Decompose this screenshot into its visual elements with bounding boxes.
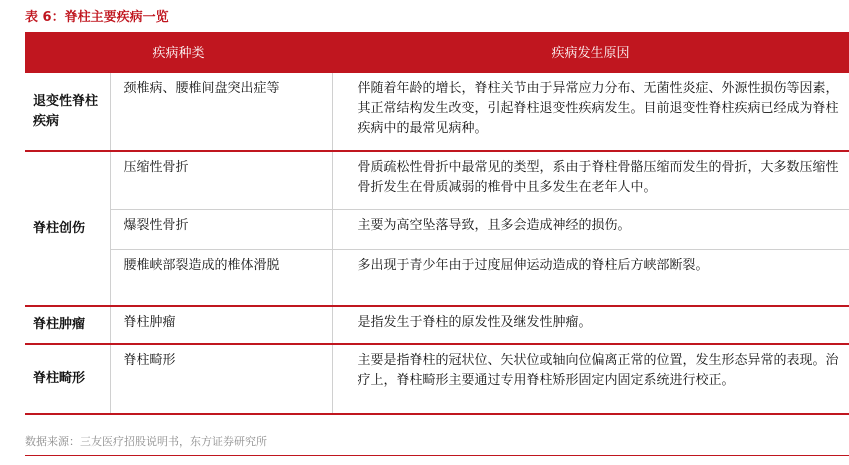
- type-cell: 压缩性骨折: [110, 151, 332, 209]
- header-disease-type: 疾病种类: [25, 32, 332, 72]
- type-cell: 脊柱畸形: [110, 344, 332, 414]
- cause-cell: 伴随着年龄的增长，脊柱关节由于异常应力分布、无菌性炎症、外源性损伤等因素，其正常结构发生改变，引起脊柱退变性疾病发生。目前退变性脊柱疾病已经成为脊柱疾病中的最常见病种。: [332, 72, 849, 151]
- cause-cell: 多出现于青少年由于过度屈伸运动造成的脊柱后方峡部断裂。: [332, 249, 849, 306]
- table-row: [25, 209, 849, 249]
- category-cell: 脊柱创伤: [25, 151, 110, 306]
- table-row: [25, 344, 849, 414]
- cause-cell: 主要是指脊柱的冠状位、矢状位或轴向位偏离正常的位置，发生形态异常的表现。治疗上，脊柱畸形主要通过专用脊柱矫形固定内固定系统进行校正。: [332, 344, 849, 414]
- header-row: [25, 32, 849, 72]
- cause-cell: 是指发生于脊柱的原发性及继发性肿瘤。: [332, 306, 849, 344]
- category-cell: 脊柱畸形: [25, 344, 110, 414]
- category-cell: 脊柱肿瘤: [25, 306, 110, 344]
- table-row: [25, 249, 849, 306]
- type-cell: 爆裂性骨折: [110, 209, 332, 249]
- footer-divider: [25, 455, 849, 456]
- category-cell: 退变性脊柱疾病: [25, 72, 110, 151]
- disease-table: [25, 32, 849, 415]
- cause-cell: 主要为高空坠落导致，且多会造成神经的损伤。: [332, 209, 849, 249]
- table-row: [25, 306, 849, 344]
- cause-cell: 骨质疏松性骨折中最常见的类型，系由于脊柱骨骼压缩而发生的骨折，大多数压缩性骨折发生在骨质减弱的椎骨中且多发生在老年人中。: [332, 151, 849, 209]
- type-cell: 腰椎峡部裂造成的椎体滑脱: [110, 249, 332, 306]
- table-row: [25, 72, 849, 151]
- type-cell: 颈椎病、腰椎间盘突出症等: [110, 72, 332, 151]
- table-row: [25, 151, 849, 209]
- data-source-note: 数据来源：三友医疗招股说明书，东方证券研究所: [25, 435, 267, 448]
- header-disease-cause: 疾病发生原因: [332, 32, 849, 72]
- type-cell: 脊柱肿瘤: [110, 306, 332, 344]
- table-title: 表 6：脊柱主要疾病一览: [25, 10, 169, 25]
